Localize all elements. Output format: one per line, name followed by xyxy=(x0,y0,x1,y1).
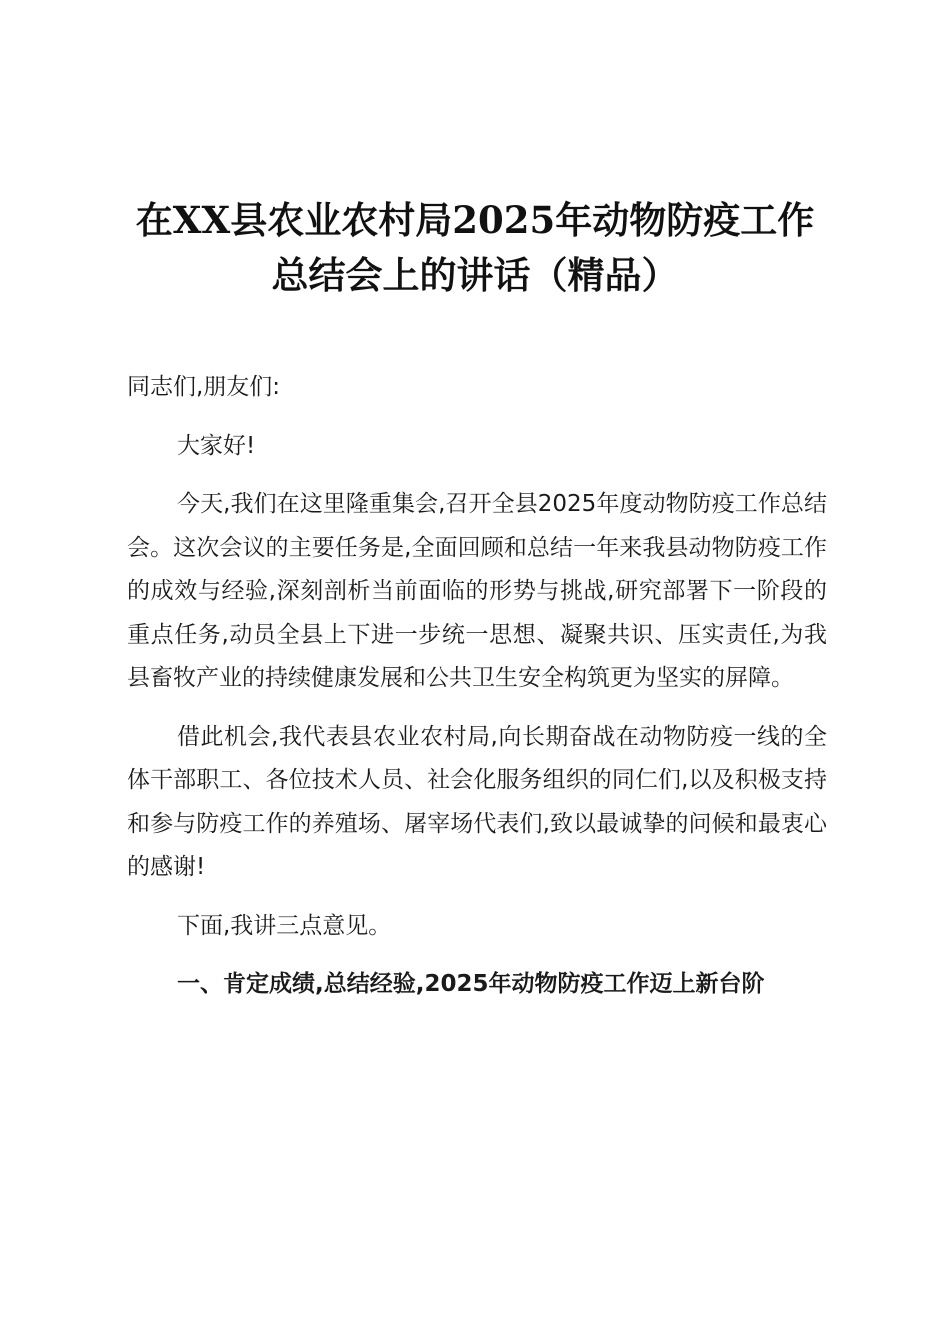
title-line-1: 在XX县农业农村局2025年动物防疫工作 xyxy=(135,198,815,242)
document-body xyxy=(127,366,827,1022)
salutation: 同志们,朋友们: xyxy=(127,374,281,400)
greeting-paragraph: 大家好! xyxy=(177,432,256,459)
thanks-paragraph: 借此机会,我代表县农业农村局,向长期奋战在动物防疫一线的全体干部职工、各位技术人员、社会化服务组织的同仁们,以及积极支持和参与防疫工作的养殖场、屠宰场代表们,致以最诚挚的问候和最衷心的感谢! xyxy=(127,723,827,880)
title-line-2: 总结会上的讲话（精品） xyxy=(271,253,679,297)
intro-paragraph: 今天,我们在这里隆重集会,召开全县2025年度动物防疫工作总结会。这次会议的主要任务是,全面回顾和总结一年来我县动物防疫工作的成效与经验,深刻剖析当前面临的形势与挑战,研究部署下一阶段的重点任务,动员全县上下进一步统一思想、凝聚共识、压实责任,为我县畜牧产业的持续健康发展和公共卫生安全构筑更为坚实的屏障。 xyxy=(127,491,827,691)
outline-paragraph: 下面,我讲三点意见。 xyxy=(177,912,392,939)
section-heading: 一、肯定成绩,总结经验,2025年动物防疫工作迈上新台阶 xyxy=(177,971,765,997)
document-title xyxy=(110,193,840,303)
